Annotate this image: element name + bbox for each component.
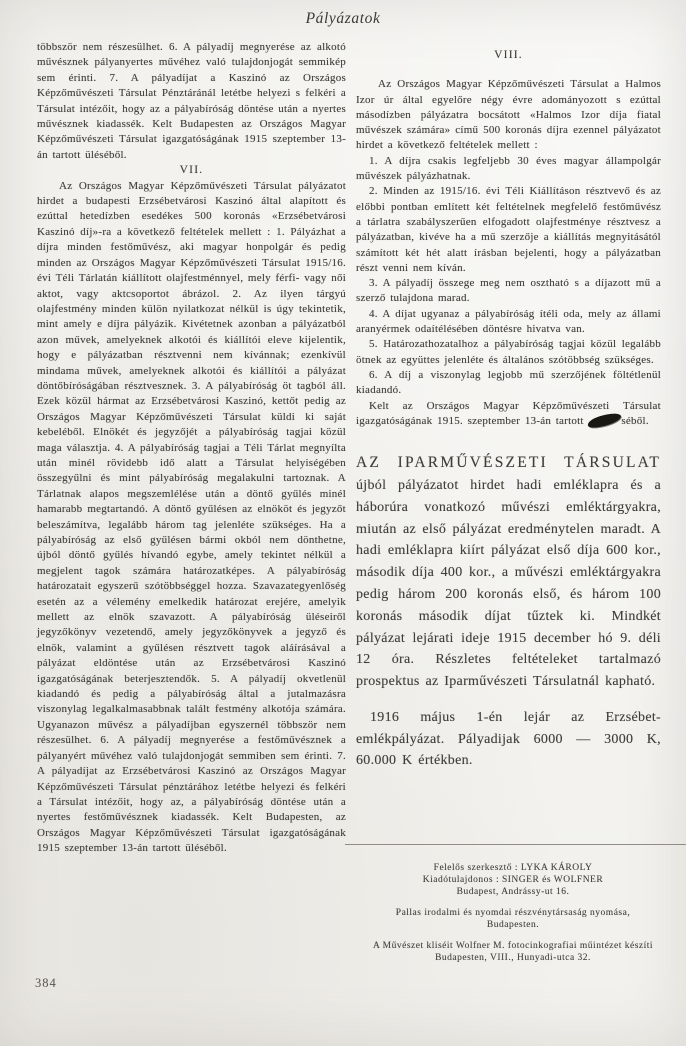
closing-paragraph-viii — [356, 399, 661, 430]
condition-item-2: 2. Minden az 1915/16. évi Téli Kiállításon résztvevő és az előbbi pontban említett két feltételnek megfelelő festőművész a tárlatra szabályszerűen elfogadott olajfestménye résztvesz a pályázatban, kivéve ha a mű szerzője a kiállítás megnyitásától számított két hét alatt írásban bejelenti, hogy a pályázatban részt venni nem kíván. — [356, 185, 661, 274]
closing-text-before-smudge: Kelt az Országos Magyar Képzőművészeti Társulat igazgatóságának 1915. szeptember 13-án tartott — [356, 399, 661, 427]
erzsebet-deadline-notice: 1916 május 1-én lejár az Erzsébet-emlékpályázat. Pályadijak 6000 — 3000 K, 60.000 K értékben. — [356, 709, 661, 769]
colophon-cliche-address: Budapesten, VIII., Hunyadi-utca 32. — [435, 953, 591, 963]
right-column — [356, 48, 661, 772]
condition-item-5: 5. Határozathozatalhoz a pályabíróság tagjai közül legalább ötnek az együttes jelenléte és általános szótöbbség szükséges. — [356, 338, 661, 366]
closing-text-after-smudge: séből. — [621, 414, 649, 427]
paragraph-vii: Az Országos Magyar Képzőművészeti Társulat pályázatot hirdet a budapesti Erzsébetvárosi Kaszinó által alapított és ezúttal hetedízben esedékes 500 koronás «Erzsébetvárosi Kaszinó díj»-ra a következő feltételek mellett : 1. Pályázhat a díjra minden festőművész, aki magyar honpolgár és pedig minden az Országos Magyar Képzőművészeti Társulat 1915/16. évi Téli Tárlatán kiállított olajfestménnyel, mely férfi- vagy női aktot, vagy aktcsoportot ábrázol. 2. Az ilyen tárgyú olajfestmény minden külön nyilatkozat nélkül is úgy tekintetik, mint amely e díjra pályázik. Kivétetnek azonban a pályázatból azon művek, amelyeknek alkotói és kiállítói eleve kijelentik, hogy e pályázatban résztvenni nem kívánnak; ezenkívül mindama művek, amelyeknek alkotói és kiállítói a pályázat döntőbíróságában résztvesznek. 3. A pályabíróság öt tagból áll. Ezek közül hármat az Erzsébetvárosi Kaszinó, kettőt pedig az Országos Magyar Képzőművészeti Társulat küldi ki saját kebeléből. Elnökét és jegyzőjét a pályabíróság tagjai közül maga választja. 4. A pályabíróság tagjai a Téli Tárlat megnyílta után minél rövidebb idő alatt a Társulat helyiségében összegyűlni és mint pályabíróság megalakulni tartoznak. A Tárlatnak alapos megszemlélése után a döntő gyűlés minél hamarabb megtartandó. A döntő gyűlésen az elnököt és jegyzőt beleszámítva, legalább három tag jelenléte szükséges. Ha a pályabíróság az első gyűlésen bármi okból nem dönthetne, újból döntő gyűlés hívandó egybe, amely tekintet nélkül a megjelent tagok számára határozatképes. A pályabíróság határozatait egyszerű szótöbbséggel hozza. Szavazategyenlőség esetén az a vélemény emelkedik határozat erejére, amelyik mellett az elnök szavazott. A pályabíróság üléseiről jegyzőkönyv vezetendő, amely jegyzőkönyvek a jegyző és elnök, valamint a gyűlésen résztvett tagok aláírásával a pályázat eldöntése után az Erzsébetvárosi Kaszinó igazgatóságának beterjesztendők. 5. A pályadíj okvetlenül kiadandó és pedig a pályabíróság által a jutalmazásra viszonylag legalkalmasabbnak talált festmény alkotója számára. Ugyanazon művész a pályadíjban egyszernél többször nem részesülhet. 6. A pályadíj megnyerése a festőművésznek a pályanyért művéhez való tulajdonjogát semmiben sem érinti. 7. A pályadíjat az Erzsébetvárosi Kaszinó az Országos Magyar Képzőművészeti Társulat pénztárához letétbe helyezi és felkéri a Társulat intézőit, hogy az, a pályabíróság döntése után a nyertes festőművésznek kiadassék. Kelt Budapesten, az Országos Magyar Képzőművészeti Társulat igazgatóságának 1915 szeptember 13-án tartott üléséből. — [37, 179, 346, 855]
page-header-title: Pályázatok — [305, 10, 381, 27]
colophon-divider-rule — [345, 844, 686, 845]
iparmuveszeti-lead-caps: AZ IPARMŰVÉSZETI TÁRSULAT — [356, 454, 661, 472]
condition-item-3: 3. A pályadíj összege meg nem osztható s a díjazott mű a szerző tulajdona marad. — [356, 277, 661, 305]
colophon-editor-line: Felelős szerkesztő : LYKA KÁROLY — [433, 863, 593, 873]
colophon-printer-city: Budapesten. — [486, 920, 540, 930]
left-column — [37, 40, 346, 857]
colophon-publisher-line: Kiadótulajdonos : SINGER és WOLFNER — [422, 875, 604, 885]
condition-item-6: 6. A díj a viszonylag legjobb mű szerzőjének föltétlenül kiadandó. — [356, 368, 661, 397]
colophon — [340, 862, 686, 973]
page-number: 384 — [35, 976, 57, 990]
paragraph-viii-intro: Az Országos Magyar Képzőművészeti Társulat a Halmos Izor úr által egyelőre négy évre adományozott s ezúttal másodízben pályázatra bocsátott «Halmos Izor díja fiatal művészek számára» című 500 koronás díjra ezennel pályázatot hirdet a következő feltételek mellett : — [356, 78, 661, 152]
condition-item-4: 4. A díjat ugyanaz a pályabíróság ítéli oda, mely az állami aranyérmek odaítélésében döntésre hivatva van. — [356, 307, 661, 336]
colophon-printer-line: Pallas irodalmi és nyomdai részvénytársaság nyomása, — [395, 908, 631, 918]
paragraph-vi-continuation: többször nem részesülhet. 6. A pályadíj megnyerése az alkotó művésznek pályanyertes művéhez való tulajdonjogát semmikép sem érinti. 7. A pályadíjat a Kaszinó az Országos Képzőművészeti Társulat Pénztáránál letétbe helyezi s felkéri a Társulat intézőit, hogy az a pályabíróság döntése után a nyertes művésznek kiadassék. Kelt Budapesten az Országos Magyar Képzőművészeti Társulat igazgatóságának 1915 szeptember 13-án tartott üléséből. — [37, 41, 346, 161]
colophon-publisher-address: Budapest, Andrássy-ut 16. — [456, 887, 570, 897]
iparmuveszeti-body-text: újból pályázatot hirdet hadi emléklapra és a háborúra vonatkozó művészi emléktárgyakra, miután az első pályázat eredménytelen maradt. A hadi emléklapra kiírt pályázat első díja 600 kor., második díja 400 kor., a művészi emléktárgyakra pedig három 200 koronás első, és három 100 koronás második díjat tűztek ki. Mindkét pályázat lejárati ideje 1915 december hó 9. déli 12 óra. Részletes feltételeket tartalmazó prospektus az Iparművészeti Társulatnál kapható. — [356, 477, 661, 690]
iparmuveszeti-announcement — [356, 452, 661, 693]
ink-smudge-mark — [587, 412, 622, 429]
section-heading-viii: VIII. — [494, 49, 523, 61]
colophon-cliche-line: A Művészet kliséit Wolfner M. fotocinkografiai műintézet készíti — [372, 941, 654, 951]
section-heading-vii: VII. — [179, 164, 204, 177]
condition-item-1: 1. A díjra csakis legfeljebb 30 éves magyar állampolgár művészek pályázhatnak. — [356, 154, 661, 183]
